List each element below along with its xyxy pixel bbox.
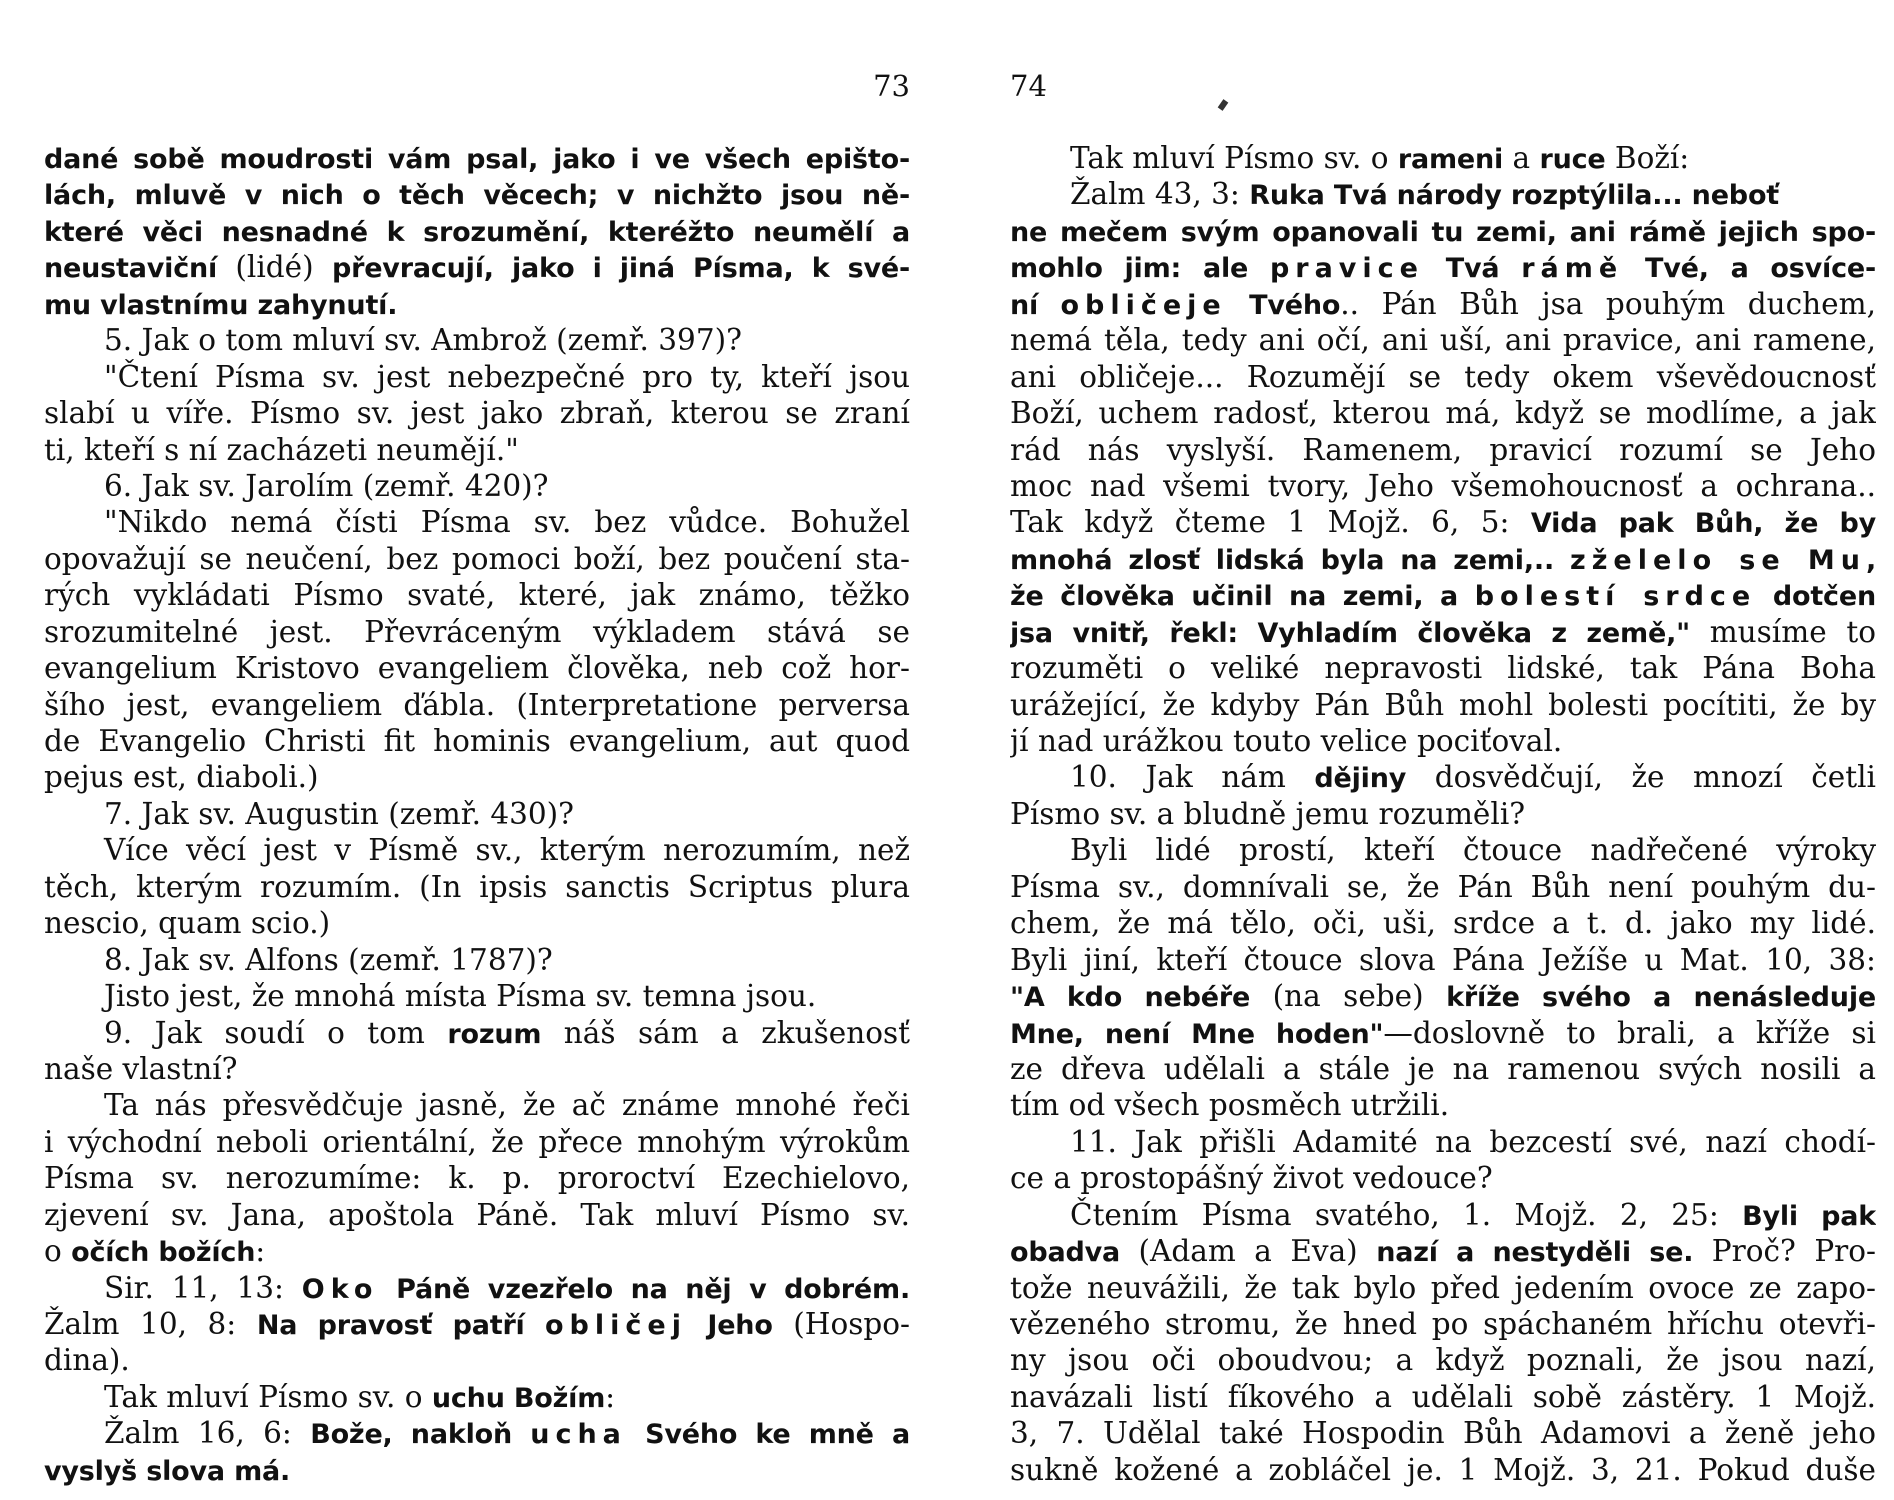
text-line [44,978,910,1014]
text-segment: : [605,1379,616,1414]
text-line [44,286,910,322]
text-line [1010,978,1876,1014]
text-line [1010,687,1876,723]
bold-text: očích božích [71,1237,256,1269]
bold-text: uchu Božím [431,1382,606,1414]
text-segment: chem, že má tělo, oči, uši, srdce a t. d. jako my lidé. [1010,906,1876,941]
text-segment: Písma sv. nerozumíme: k. p. proroctví Ezechielovo, [44,1161,910,1196]
text-segment: : [255,1234,266,1269]
text-line [44,1342,910,1378]
text-segment: ny jsou oči oboudvou; a když poznali, že jsou nazí, [1010,1343,1876,1378]
bold-text: Páně vzezřelo na něj v dobrém. [378,1273,910,1305]
text-segment: slabí u víře. Písmo sv. jest jako zbraň, kterou se zraní [44,396,910,431]
text-line [1010,1051,1876,1087]
text-line [1010,1015,1876,1051]
text-segment: o [44,1234,72,1269]
text-segment: Žalm 16, 6: [104,1416,311,1451]
bold-text: obličeje [1060,289,1227,321]
text-line [44,1197,910,1233]
text-line [1010,1306,1876,1342]
text-segment: šího jest, evangeliem ďábla. (Interpretatione perversa [44,687,910,722]
text-segment: a [1503,141,1540,175]
bold-text: Vida pak Bůh, že by [1530,508,1876,540]
text-line [1010,432,1876,468]
bold-text: Oko [301,1273,379,1305]
bold-text: rozum [447,1018,542,1050]
text-line [44,322,910,358]
text-line [44,723,910,759]
text-line [44,614,910,650]
text-segment: Boží: [1605,141,1690,175]
text-line [44,504,910,540]
text-segment: Boží, uchem radosť, kterou má, když se modlíme, a jak [1010,396,1876,431]
text-line [44,359,910,395]
bold-text: pravice [1269,253,1424,285]
text-segment: rád nás vyslyší. Ramenem, pravicí rozumí se Jeho [1010,432,1876,467]
text-segment: pejus est, diaboli.) [44,760,319,795]
text-line [1010,468,1876,504]
text-segment: dosvědčují, že mnozí četli [1406,760,1876,795]
text-line [1010,650,1876,686]
bold-text: Bože, nakloň [310,1419,531,1451]
text-line [1010,832,1876,868]
bold-text: Svého ke mně a [626,1419,910,1451]
text-line [44,650,910,686]
bold-text: mohlo jim: ale [1010,253,1270,285]
bold-text: Jeho [686,1310,773,1341]
bold-text: které věci nesnadné k srozumění, kteréžto neumělí a [44,216,910,248]
text-segment: 5. Jak o tom mluví sv. Ambrož (zemř. 397)? [104,323,742,358]
page-text [1010,140,1876,1488]
text-segment: těch, kterým rozumím. (In ipsis sanctis Scriptus plura [44,869,910,904]
bold-text: rámě [1521,253,1624,285]
bold-text: lách, mluvě v nich o těch věcech; v nichžto jsou ně- [44,180,910,212]
text-segment: Tak když čteme 1 Mojž. 6, 5: [1010,505,1531,540]
text-segment: 10. Jak nám [1070,760,1315,795]
text-segment: nescio, quam scio.) [44,906,331,941]
text-line [1010,322,1876,358]
ink-mark [1218,99,1229,111]
page-number: 73 [873,69,910,103]
text-segment: moc nad všemi tvory, Jeho všemohoucnosť a ochrana.. [1010,468,1876,503]
bold-text: "A kdo nebéře [1010,982,1251,1014]
text-line [44,395,910,431]
text-segment: Žalm 43, 3: [1070,177,1250,212]
bold-text: obadva [1010,1237,1121,1269]
text-segment: Ta nás přesvědčuje jasně, že ač známe mnohé řeči [104,1088,910,1123]
text-line [1010,759,1876,795]
bold-text: rameni [1397,144,1504,175]
text-segment: ti, kteří s ní zacházeti neumějí." [44,432,519,467]
text-segment: zjevení sv. Jana, apoštola Páně. Tak mluví Písmo sv. [44,1197,910,1232]
bold-text: zželelo se Mu [1570,544,1866,576]
text-line [44,432,910,468]
text-line [1010,504,1876,540]
text-line [1010,942,1876,978]
page-left [44,0,910,1500]
text-segment: i východní neboli orientální, že přece mnohým výrokům [44,1124,910,1159]
text-segment: tím od všech posměch utržili. [1010,1088,1450,1123]
text-line [44,942,910,978]
text-segment: Proč? Pro- [1693,1234,1876,1269]
bold-text: ruce [1539,144,1606,175]
text-segment: (na sebe) [1250,979,1447,1014]
text-segment: Čtením Písma svatého, 1. Mojž. 2, 25: [1070,1197,1743,1232]
text-line [44,796,910,832]
text-line [1010,577,1876,613]
text-line [44,577,910,613]
text-segment: jí nad urážkou touto velice pociťoval. [1010,724,1563,758]
text-line [1010,723,1876,759]
text-segment: 3, 7. Udělal také Hospodin Bůh Adamovi a ženě jeho [1010,1416,1876,1451]
page-text [44,140,910,1488]
text-line [1010,213,1876,249]
text-line [44,1124,910,1160]
text-line [1010,541,1876,577]
text-line [44,905,910,941]
bold-text: Tvého [1226,289,1341,321]
bold-text: obličej [545,1310,687,1341]
text-segment: ce a prostopášný život vedouce? [1010,1161,1493,1196]
bold-text: ucha [530,1419,627,1451]
text-line [1010,1087,1876,1123]
text-segment: Písmo sv. a bludně jemu rozuměli? [1010,796,1526,831]
bold-text: Tvá [1423,253,1522,285]
text-line [1010,286,1876,322]
bold-text: Ruka Tvá národy rozptýlila... neboť [1249,180,1779,212]
text-segment: 6. Jak sv. Jarolím (zemř. 420)? [104,468,549,503]
text-segment: rozuměti o veliké nepravosti lidské, tak Pána Boha [1010,651,1876,686]
text-line [1010,1124,1876,1160]
text-segment: Byli jiní, kteří čtouce slova Pána Ježíše u Mat. 10, 38: [1010,942,1876,977]
text-line [44,1087,910,1123]
text-segment: 9. Jak soudí o tom [104,1015,448,1050]
bold-text: nazí a nestyděli se. [1376,1237,1694,1269]
text-segment: dina). [44,1343,130,1378]
bold-text: , [1865,544,1876,576]
text-line [1010,1197,1876,1233]
text-line [1010,395,1876,431]
text-segment: ze dřeva udělali a stále je na ramenou svých nosili a [1010,1051,1876,1086]
text-line [44,140,910,176]
text-line [44,468,910,504]
text-segment: —doslovně to brali, a kříže si [1383,1015,1876,1050]
text-segment: Tak mluví Písmo sv. o [1070,141,1398,175]
page-right [1010,0,1876,1500]
text-line [1010,1452,1876,1488]
bold-text: převracují, jako i jiná Písma, k své- [331,253,910,285]
text-segment: Tak mluví Písmo sv. o [104,1379,432,1414]
text-segment: Žalm 10, 8: [44,1307,257,1341]
text-segment: Písma sv., domnívali se, že Pán Bůh není pouhým du- [1010,869,1876,904]
bold-text: dotčen [1756,581,1876,613]
text-segment: musíme to [1690,614,1876,649]
text-segment: tože neuvážili, že tak bylo před jedením ovoce ze zapo- [1010,1270,1876,1305]
text-segment: ani obličeje... Rozumějí se tedy okem vševědoucnosť [1010,359,1876,394]
text-line [44,1051,910,1087]
text-segment: 7. Jak sv. Augustin (zemř. 430)? [104,796,574,831]
text-line [1010,614,1876,650]
bold-text: mnohá zlosť lidská byla na zemi,.. [1010,544,1570,576]
bold-text: neustaviční [44,253,218,285]
text-segment: evangelium Kristovo evangeliem člověka, neb což hor- [44,651,910,686]
text-line [1010,1270,1876,1306]
text-segment: vězeného stromu, že hned po spáchaném hříchu otevři- [1010,1307,1876,1341]
text-line [1010,1415,1876,1451]
bold-text: vyslyš slova má. [44,1455,291,1487]
text-line [44,541,910,577]
text-segment: navázali listí fíkového a udělali sobě zástěry. 1 Mojž. [1010,1379,1876,1414]
text-line [44,1306,910,1342]
text-segment: Sir. 11, 13: [104,1270,302,1305]
bold-text: Tvé, a osvíce- [1623,253,1876,285]
bold-text: dějiny [1314,763,1407,795]
bold-text: Na pravosť patří [256,1310,545,1341]
bold-text: ní [1010,289,1061,321]
text-line [1010,249,1876,285]
text-segment: Jisto jest, že mnohá místa Písma sv. temna jsou. [104,979,817,1014]
text-line [44,1452,910,1488]
text-line [44,832,910,868]
text-line [44,1233,910,1269]
bold-text: že člověka učinil na zemi, a [1010,581,1475,613]
text-segment: (Hospo- [772,1307,910,1341]
text-line [44,1270,910,1306]
text-segment: Více věcí jest v Písmě sv., kterým nerozumím, než [104,833,910,868]
text-segment: "Čtení Písma sv. jest nebezpečné pro ty, kteří jsou [104,359,910,394]
text-segment: de Evangelio Christi fit hominis evangelium, aut quod [44,724,910,758]
text-line [44,176,910,212]
text-segment: urážející, že kdyby Pán Bůh mohl bolesti pocítiti, že by [1010,687,1876,722]
text-line [44,213,910,249]
text-line [44,249,910,285]
text-line [1010,1379,1876,1415]
text-segment: .. Pán Bůh jsa pouhým duchem, [1340,286,1876,321]
bold-text: Byli pak [1742,1200,1876,1232]
text-line [44,1379,910,1415]
text-line [1010,869,1876,905]
text-segment: rých vykládati Písmo svaté, které, jak známo, těžko [44,578,910,613]
text-line [1010,1233,1876,1269]
text-line [44,1160,910,1196]
text-segment: (Adam a Eva) [1120,1234,1377,1269]
text-line [1010,176,1876,212]
bold-text: ne mečem svým opanovali tu zemi, ani rámě jejich spo- [1010,216,1876,248]
text-segment: (lidé) [217,250,332,285]
text-segment: 11. Jak přišli Adamité na bezcestí své, nazí chodí- [1070,1124,1876,1159]
text-line [44,687,910,723]
text-line [1010,1160,1876,1196]
text-line [1010,140,1876,176]
text-segment: srozumitelné jest. Převráceným výkladem stává se [44,614,910,649]
bold-text: dané sobě moudrosti vám psal, jako i ve všech epišto- [44,144,910,175]
bold-text: kříže svého a nenásleduje [1446,982,1876,1014]
text-segment: opovažují se neučení, bez pomoci boží, bez poučení sta- [44,541,910,576]
text-segment: náš sám a zkušenosť [541,1015,910,1050]
text-segment: "Nikdo nemá čísti Písma sv. bez vůdce. Bohužel [104,505,910,540]
text-line [1010,1342,1876,1378]
text-line [44,869,910,905]
text-line [44,1015,910,1051]
text-segment: naše vlastní? [44,1051,238,1086]
bold-text: jsa vnitř, řekl: Vyhladím člověka z země," [1010,617,1690,649]
bold-text: bolestí srdce [1474,581,1757,613]
text-line [44,1415,910,1451]
bold-text: Mne, není Mne hoden" [1010,1018,1384,1050]
bold-text: mu vlastnímu zahynutí. [44,289,398,321]
text-line [1010,359,1876,395]
text-segment: nemá těla, tedy ani očí, ani uší, ani pravice, ani ramene, [1010,323,1876,358]
text-segment: sukně kožené a zobláčel je. 1 Mojž. 3, 21. Pokud duše [1010,1452,1876,1487]
text-line [44,759,910,795]
text-segment: 8. Jak sv. Alfons (zemř. 1787)? [104,942,553,977]
text-line [1010,796,1876,832]
text-segment: Byli lidé prostí, kteří čtouce nadřečené výroky [1070,833,1876,868]
page-number: 74 [1010,69,1047,103]
text-line [1010,905,1876,941]
